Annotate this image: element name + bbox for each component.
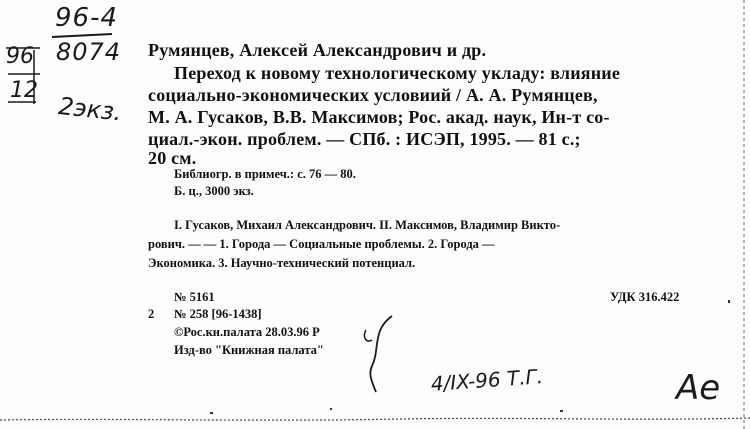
entry-heading: Румянцев, Алексей Александрович и др. — [148, 40, 487, 60]
handwritten-initials: Ae — [676, 368, 721, 408]
scan-speck — [210, 412, 213, 414]
registration-number: № 258 [96-1438] — [174, 307, 262, 321]
title-line-1: Переход к новому технологическому укладу: влияние — [174, 63, 621, 83]
handwritten-margin-bottom: 12 — [10, 78, 38, 103]
stamp-squiggle — [364, 330, 372, 341]
publisher-line: Изд-во "Книжная палата" — [174, 343, 324, 357]
copy-number: 2 — [148, 307, 155, 321]
class-underline — [52, 34, 112, 37]
handwritten-class-bottom: 8074 — [56, 38, 122, 66]
handwritten-class-top: 96-4 — [55, 3, 119, 33]
bracket-stroke — [370, 316, 392, 392]
handwritten-copies: 2экз. — [57, 92, 123, 127]
tracings-line-3: Экономика. 3. Научно-технический потенциал. — [148, 256, 416, 270]
card-bottom-edge — [0, 418, 750, 420]
handwritten-date: 4/IX-96 Т.Г. — [430, 364, 544, 396]
scan-speck — [330, 408, 332, 410]
tracings-line-2: рович. — — 1. Города — Социальные проблемы. 2. Города — — [148, 237, 495, 251]
title-line-4: циал.-экон. проблем. — СПб. : ИСЭП, 1995. — 81 с.; — [148, 129, 581, 149]
price-note: Б. ц., 3000 экз. — [174, 184, 254, 198]
title-line-2: социально-экономических условиий / А. А. Румянцев, — [148, 85, 598, 105]
scan-speck — [560, 410, 563, 412]
handwritten-margin-top: 96 — [6, 44, 34, 69]
tracings-line-1: I. Гусаков, Михаил Александрович. II. Максимов, Владимир Викто- — [174, 218, 561, 232]
bibliography-note: Библиогр. в примеч.: с. 76 — 80. — [174, 167, 356, 181]
udc-code: УДК 316.422 — [610, 290, 680, 304]
book-chamber-stamp: ©Рос.кн.палата 28.03.96 Р — [174, 325, 320, 339]
record-number: № 5161 — [174, 290, 215, 304]
scan-speck — [728, 300, 730, 303]
title-line-5: 20 см. — [148, 148, 197, 168]
title-line-3: М. А. Гусаков, В.В. Максимов; Рос. акад. наук, Ин-т со- — [148, 107, 610, 127]
